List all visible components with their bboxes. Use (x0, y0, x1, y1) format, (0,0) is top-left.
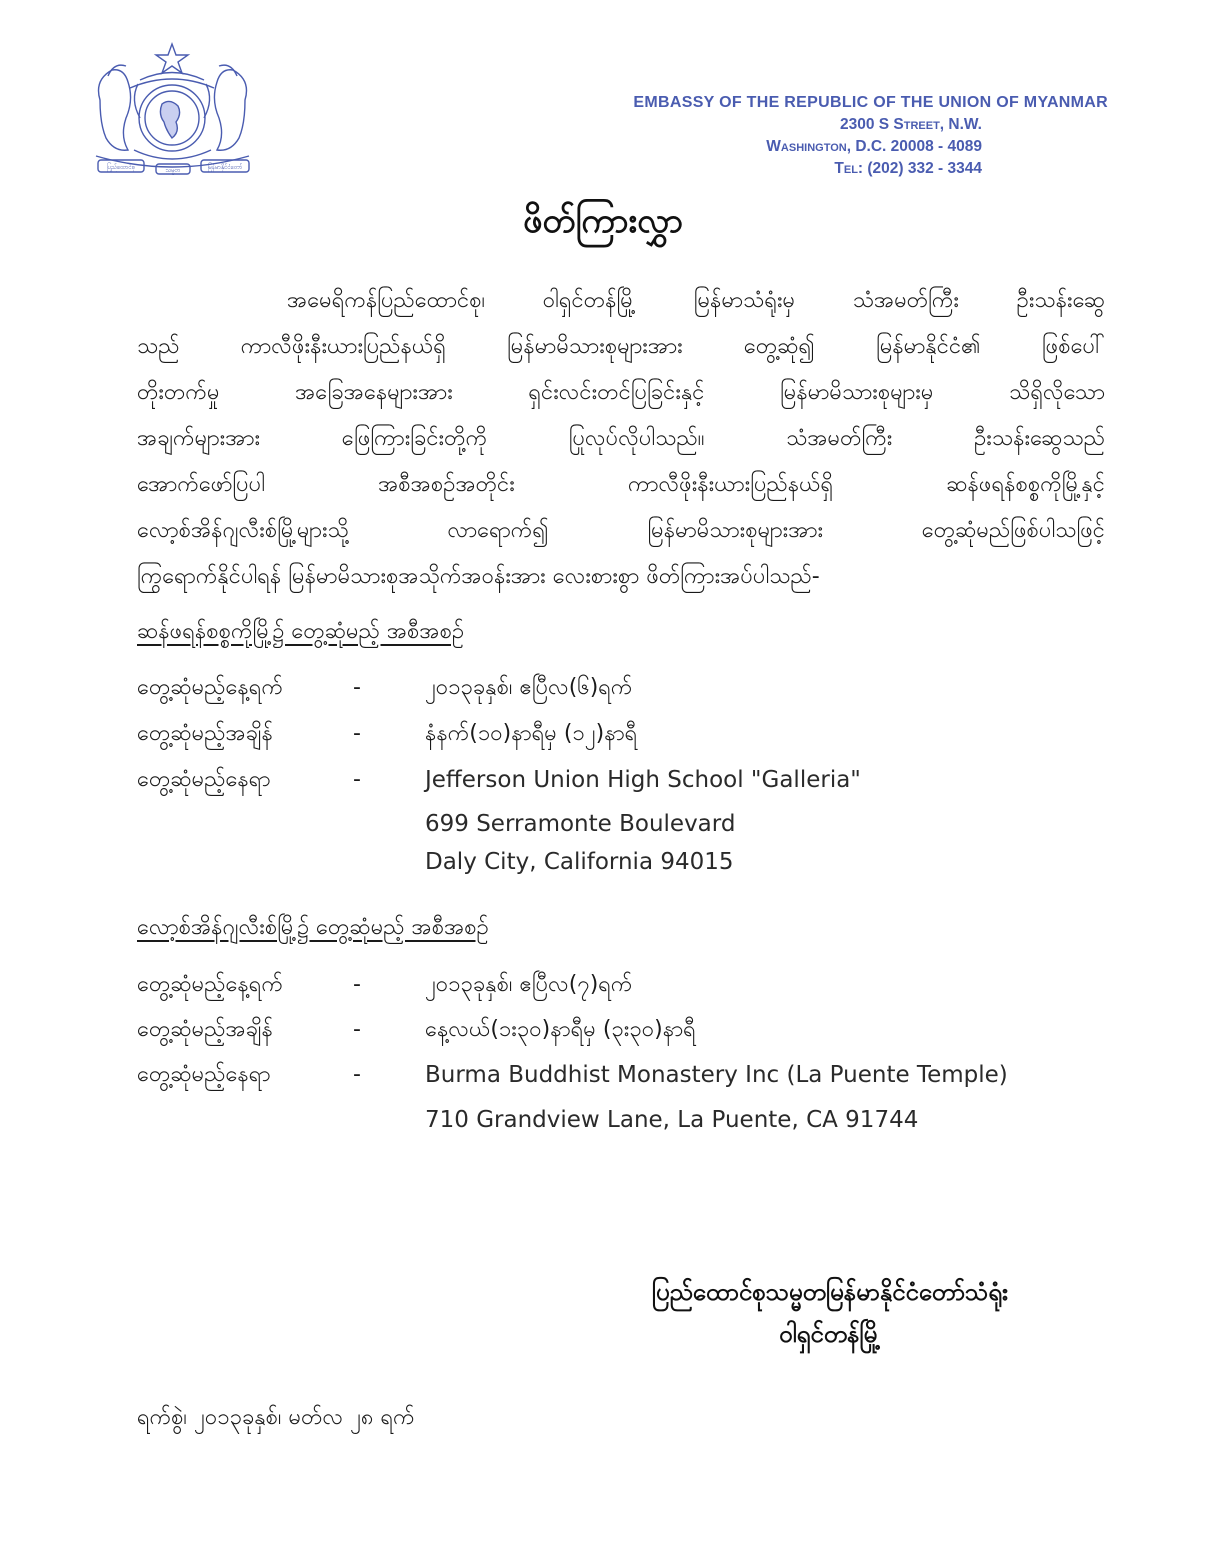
separator-dash: - (353, 972, 361, 997)
la-date-label: တွေ့ဆုံမည့်နေ့ရက် (137, 972, 283, 997)
invitation-body (137, 278, 1105, 600)
la-place-label: တွေ့ဆုံမည့်နေရာ (137, 1062, 271, 1087)
seal-text-right: မြန်မာနိုင်ငံတော် (207, 164, 243, 171)
section-heading-los-angeles: လော့စ်အိန်ဂျလီးစ်မြို့၌ တွေ့ဆုံမည့် အစီအစဥ် (137, 915, 489, 940)
sf-time-value: နံနက်(၁၀)နာရီမှ (၁၂)နာရီ (425, 721, 638, 746)
separator-dash: - (353, 675, 361, 700)
embassy-telephone: Tel: (202) 332 - 3344 (834, 160, 982, 177)
letter-date: ရက်စွဲ၊ ၂၀၁၃ခုနှစ်၊ မတ်လ ၂၈ ရက် (137, 1405, 415, 1430)
separator-dash: - (353, 721, 361, 746)
la-date-value: ၂၀၁၃ခုနှစ်၊ ဧပြီလ(၇)ရက် (425, 972, 633, 997)
la-place-line-2: 710 Grandview Lane, La Puente, CA 91744 (425, 1107, 919, 1133)
separator-dash: - (353, 1017, 361, 1042)
seal-text-center: သမ္မတ (165, 167, 181, 174)
embassy-letterhead (488, 92, 1108, 180)
state-seal-emblem (90, 40, 255, 185)
sf-date-value: ၂၀၁၃ခုနှစ်၊ ဧပြီလ(၆)ရက် (425, 675, 633, 700)
la-place-line-1: Burma Buddhist Monastery Inc (La Puente Temple) (425, 1062, 1008, 1088)
sf-time-label: တွေ့ဆုံမည့်အချိန် (137, 721, 273, 746)
section-heading-san-francisco: ဆန်ဖရန်စစ္စကိုမြို့၌ တွေ့ဆုံမည့် အစီအစဥ် (137, 619, 465, 644)
body-line: အချက်များအား ဖြေကြားခြင်းတို့ကို ပြုလုပ်လိုပါသည်။ သံအမတ်ကြီး ဦးသန်းဆွေသည် (137, 426, 1105, 451)
la-time-value: နေ့လယ်(၁း၃၀)နာရီမှ (၃း၃၀)နာရီ (425, 1017, 696, 1042)
sf-date-label: တွေ့ဆုံမည့်နေ့ရက် (137, 675, 283, 700)
body-line: အောက်ဖော်ပြပါ အစီအစဥ်အတိုင်း ကာလီဖိုးနီးယားပြည်နယ်ရှိ ဆန်ဖရန်စစ္စကိုမြို့နှင့် (137, 472, 1105, 497)
body-line: သည် ကာလီဖိုးနီးယားပြည်နယ်ရှိ မြန်မာမိသားစုများအား တွေ့ဆုံ၍ မြန်မာနိုင်ငံ၏ ဖြစ်ပေါ် (137, 334, 1105, 359)
separator-dash: - (353, 767, 361, 792)
body-line: ကြွရောက်နိုင်ပါရန် မြန်မာမိသားစုအသိုက်အဝန်းအား လေးစားစွာ ဖိတ်ကြားအပ်ပါသည်- (137, 564, 820, 589)
seal-text-left: ပြည်ထောင်စု (106, 164, 136, 171)
sf-place-line-3: Daly City, California 94015 (425, 849, 734, 875)
letter-title: ဖိတ်ကြားလွှာ (523, 201, 683, 241)
sf-place-line-1: Jefferson Union High School "Galleria" (425, 767, 861, 793)
embassy-city: Washington, D.C. 20008 - 4089 (766, 138, 982, 155)
sf-place-label: တွေ့ဆုံမည့်နေရာ (137, 767, 271, 792)
body-line: အမေရိကန်ပြည်ထောင်စု၊ ဝါရှင်တန်မြို့ မြန်မာသံရုံးမှ သံအမတ်ကြီး ဦးသန်းဆွေ (287, 288, 1105, 313)
body-line: တိုးတက်မှု အခြေအနေများအား ရှင်းလင်းတင်ပြခြင်းနှင့် မြန်မာမိသားစုများမှ သိရှိလိုသော (137, 380, 1105, 405)
signature-city: ဝါရှင်တန်မြို့ (779, 1320, 881, 1348)
signature-embassy: ပြည်ထောင်စုသမ္မတမြန်မာနိုင်ငံတော်သံရုံး (651, 1278, 1009, 1306)
separator-dash: - (353, 1062, 361, 1087)
body-line: လော့စ်အိန်ဂျလီးစ်မြို့များသို့ လာရောက်၍ မြန်မာမိသားစုများအား တွေ့ဆုံမည်ဖြစ်ပါသဖြင့် (137, 518, 1105, 543)
embassy-name: EMBASSY OF THE REPUBLIC OF THE UNION OF MYANMAR (633, 94, 1108, 111)
la-time-label: တွေ့ဆုံမည့်အချိန် (137, 1017, 273, 1042)
sf-place-line-2: 699 Serramonte Boulevard (425, 811, 736, 837)
embassy-street: 2300 S Street, N.W. (839, 116, 982, 133)
